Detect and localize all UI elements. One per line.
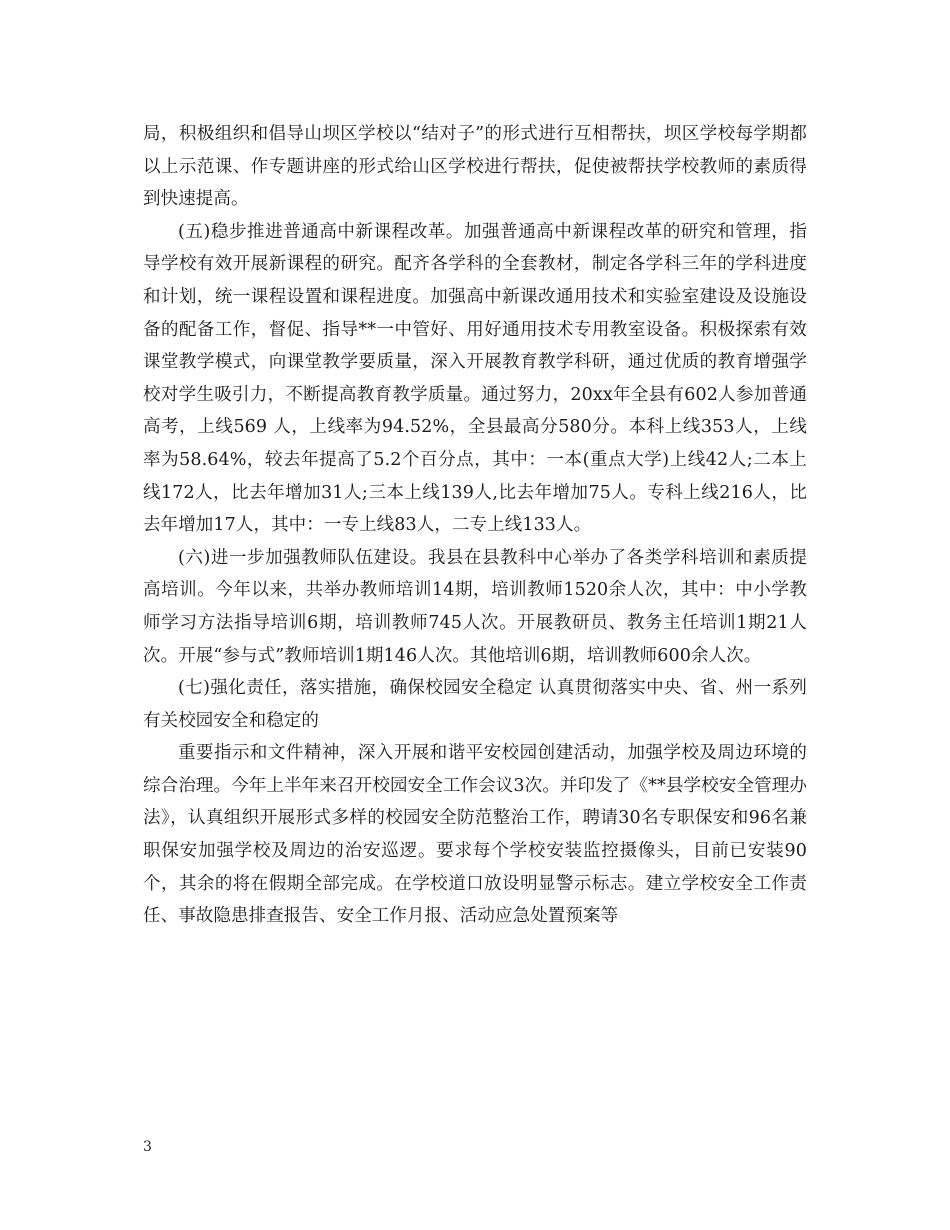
- paragraph-campus-safety-heading: (七)强化责任，落实措施，确保校园安全稳定 认真贯彻落实中央、省、州一系列有关校园安全和稳定的: [143, 678, 807, 731]
- paragraph-school-pairing: 局，积极组织和倡导山坝区学校以“结对子”的形式进行互相帮扶，坝区学校每学期都以上示范课、作专题讲座的形式给山区学校进行帮扶，促使被帮扶学校教师的素质得到快速提高。: [143, 124, 807, 210]
- paragraph-teacher-training: (六)进一步加强教师队伍建设。我县在县教科中心举办了各类学科培训和素质提高培训。今年以来，共举办教师培训14期，培训教师1520余人次，其中：中小学教师学习方法指导培训6期，培训教师745人次。开展教研员、教务主任培训1期21人次。开展“参与式”教师培训1期146人次。其他培训6期，培训教师600余人次。: [143, 547, 807, 666]
- document-body: [143, 118, 807, 933]
- page-number: 3: [143, 1139, 152, 1155]
- paragraph-curriculum-reform: (五)稳步推进普通高中新课程改革。加强普通高中新课程改革的研究和管理，指导学校有效开展新课程的研究。配齐各学科的全套教材，制定各学科三年的学科进度和计划，统一课程设置和课程进度。加强高中新课改通用技术和实验室建设及设施设备的配备工作，督促、指导**一中管好、用好通用技术专用教室设备。积极探索有效课堂教学模式，向课堂教学要质量，深入开展教育教学科研，通过优质的教育增强学校对学生吸引力，不断提高教育教学质量。通过努力，20xx年全县有602人参加普通高考，上线569 人，上线率为94.52%，全县最高分580分。本科上线353人，上线率为58.64%，较去年提高了5.2个百分点，其中：一本(重点大学)上线42人;二本上线172人，比去年增加31人;三本上线139人,比去年增加75人。专科上线216人，比去年增加17人，其中：一专上线83人，二专上线133人。: [143, 221, 807, 536]
- paragraph-campus-safety-body: 重要指示和文件精神，深入开展和谐平安校园创建活动，加强学校及周边环境的综合治理。今年上半年来召开校园安全工作会议3次。并印发了《**县学校安全管理办法》，认真组织开展形式多样的校园安全防范整治工作，聘请30名专职保安和96名兼职保安加强学校及周边的治安巡逻。要求每个学校安装监控摄像头，目前已安装90个，其余的将在假期全部完成。在学校道口放设明显警示标志。建立学校安全工作责任、事故隐患排查报告、安全工作月报、活动应急处置预案等: [143, 743, 807, 927]
